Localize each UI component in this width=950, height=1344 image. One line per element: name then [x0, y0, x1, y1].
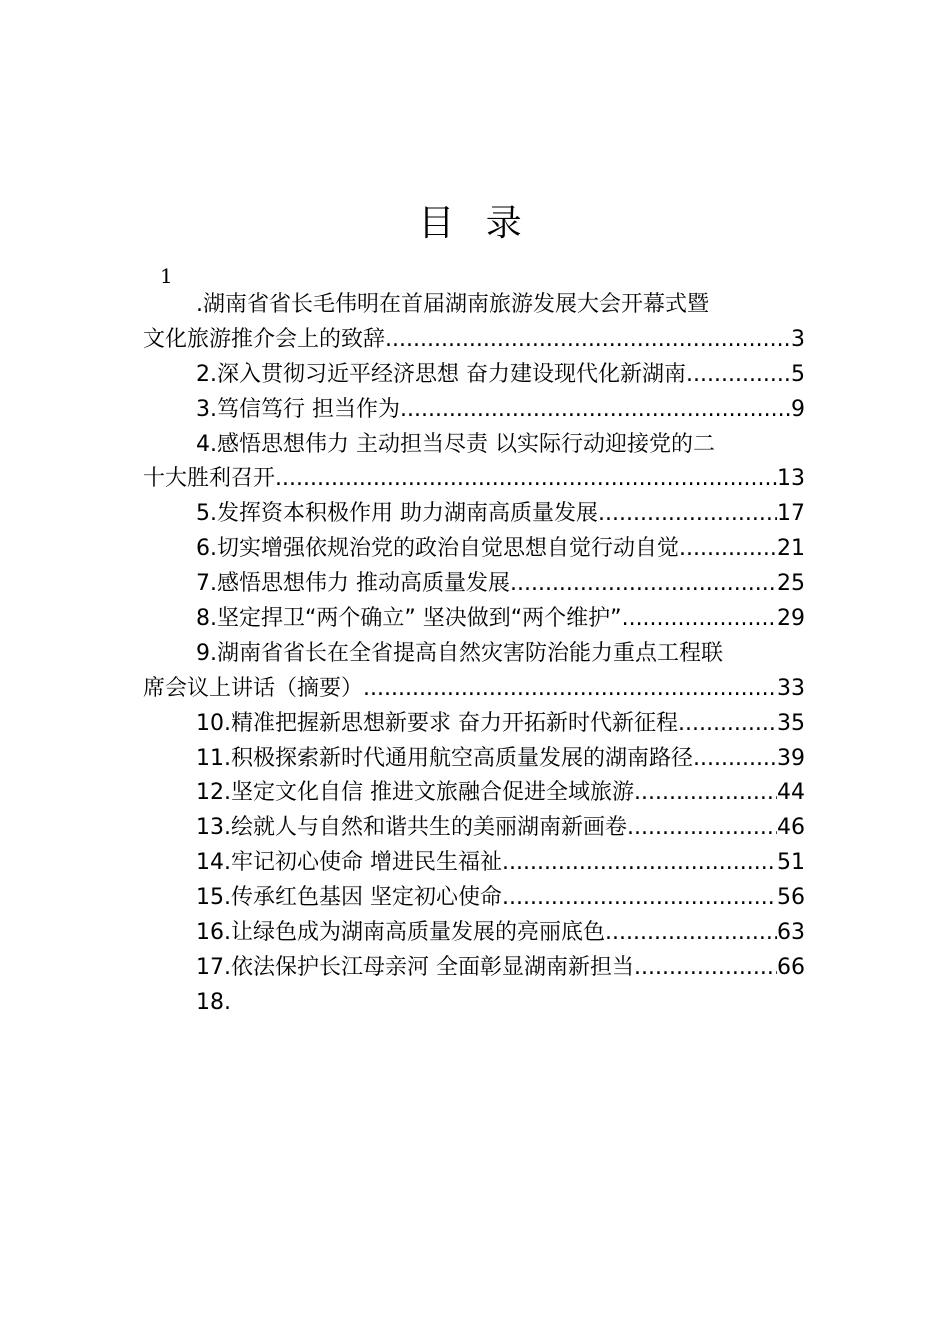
toc-page-number: 33 [777, 675, 805, 701]
toc-entry-text: 3.笃信笃行 担当作为 [196, 396, 400, 422]
leader-dots [693, 742, 777, 777]
toc-entry-text: 15.传承红色基因 坚定初心使命 [196, 885, 502, 911]
toc-entry-6[interactable] [143, 532, 805, 567]
toc-page-number: 66 [777, 954, 805, 980]
toc-entry-text: 5.发挥资本积极作用 助力湖南高质量发展 [196, 501, 598, 527]
table-of-contents [143, 288, 805, 1021]
toc-entry-text: 文化旅游推介会上的致辞 [143, 326, 386, 352]
toc-entry-15[interactable] [143, 881, 805, 916]
leader-dots [622, 602, 777, 637]
toc-entry-text: .湖南省省长毛伟明在首届湖南旅游发展大会开幕式暨 [196, 292, 709, 317]
toc-page-number: 21 [777, 536, 805, 562]
toc-page-number: 35 [777, 710, 805, 736]
toc-page-number: 25 [777, 571, 805, 597]
toc-entry-text: 14.牢记初心使命 增进民生福祉 [196, 850, 502, 876]
leader-dots [510, 567, 777, 602]
toc-page-number: 39 [777, 745, 805, 771]
toc-page-number: 13 [777, 466, 805, 492]
toc-page-number: 17 [777, 501, 805, 527]
toc-entry-text: 7.感悟思想伟力 推动高质量发展 [196, 571, 510, 597]
leader-dots [385, 323, 791, 358]
toc-entry-16[interactable] [143, 916, 805, 951]
page-title: 目 录 [418, 203, 532, 244]
toc-entry-12[interactable] [143, 776, 805, 811]
toc-entry-text: 16.让绿色成为湖南高质量发展的亮丽底色 [196, 920, 605, 946]
toc-entry-3[interactable] [143, 393, 805, 428]
toc-entry-text: 18. [196, 989, 231, 1015]
toc-entry-1[interactable] [143, 288, 805, 358]
toc-entry-text: 4.感悟思想伟力 主动担当尽责 以实际行动迎接党的二 [196, 431, 715, 457]
toc-entry-10[interactable] [143, 707, 805, 742]
toc-entry-9[interactable] [143, 637, 805, 707]
leader-dots [686, 358, 791, 393]
toc-entry-8[interactable] [143, 602, 805, 637]
entry-number-prefix: 1 [160, 264, 173, 288]
toc-entry-text: 12.坚定文化自信 推进文旅融合促进全域旅游 [196, 780, 634, 806]
toc-entry-7[interactable] [143, 567, 805, 602]
toc-entry-text: 2.深入贯彻习近平经济思想 奋力建设现代化新湖南 [196, 361, 686, 387]
leader-dots [502, 881, 777, 916]
toc-page-number: 46 [777, 815, 805, 841]
leader-dots [598, 497, 777, 532]
toc-entry-11[interactable] [143, 742, 805, 777]
toc-entry-18[interactable] [143, 986, 805, 1021]
toc-entry-14[interactable] [143, 846, 805, 881]
leader-dots [678, 707, 777, 742]
toc-entry-text: 13.绘就人与自然和谐共生的美丽湖南新画卷 [196, 815, 627, 841]
toc-page-number: 29 [777, 606, 805, 632]
toc-entry-text: 6.切实增强依规治党的政治自觉思想自觉行动自觉 [196, 536, 679, 562]
toc-entry-text: 17.依法保护长江母亲河 全面彰显湖南新担当 [196, 954, 634, 980]
leader-dots [634, 951, 777, 986]
toc-page-number: 3 [791, 326, 805, 352]
leader-dots [502, 846, 777, 881]
toc-page-number: 51 [777, 850, 805, 876]
toc-entry-5[interactable] [143, 497, 805, 532]
toc-entry-text: 11.积极探索新时代通用航空高质量发展的湖南路径 [196, 745, 693, 771]
toc-entry-17[interactable] [143, 951, 805, 986]
toc-entry-text: 9.湖南省省长在全省提高自然灾害防治能力重点工程联 [196, 640, 723, 666]
leader-dots [634, 776, 777, 811]
leader-dots [679, 532, 777, 567]
toc-entry-text: 10.精准把握新思想新要求 奋力开拓新时代新征程 [196, 710, 678, 736]
toc-entry-text: 席会议上讲话（摘要） [143, 675, 364, 701]
toc-page-number: 56 [777, 885, 805, 911]
toc-page-number: 63 [777, 920, 805, 946]
leader-dots [275, 462, 777, 497]
toc-page-number: 5 [791, 361, 805, 387]
toc-entry-2[interactable] [143, 358, 805, 393]
toc-page-number: 44 [777, 780, 805, 806]
toc-entry-text: 十大胜利召开 [143, 466, 276, 492]
leader-dots [605, 916, 777, 951]
toc-entry-13[interactable] [143, 811, 805, 846]
leader-dots [627, 811, 777, 846]
leader-dots [363, 672, 777, 707]
toc-entry-text: 8.坚定捍卫“两个确立” 坚决做到“两个维护” [196, 606, 622, 632]
toc-entry-4[interactable] [143, 428, 805, 498]
leader-dots [400, 393, 791, 428]
toc-page-number: 9 [791, 396, 805, 422]
